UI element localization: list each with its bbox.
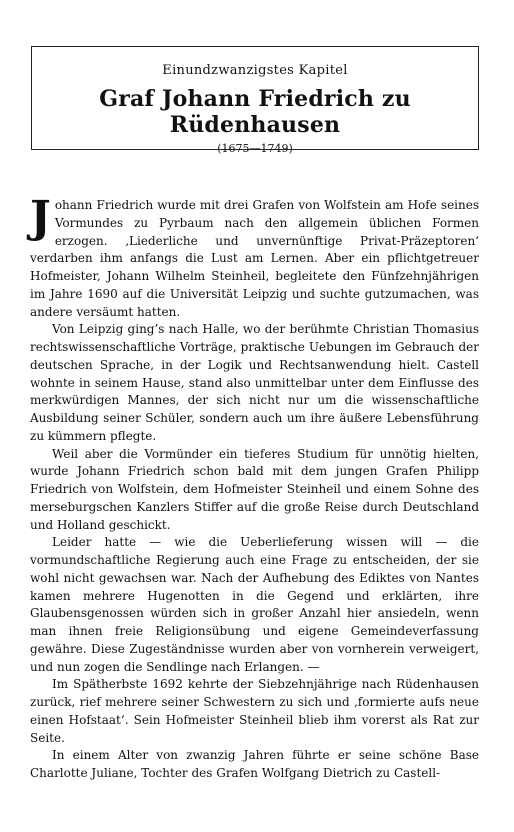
paragraph-1-text: ohann Friedrich wurde mit drei Grafen von Wolfstein am Hofe seines Vormundes zu Pyrbaum nach den allgemein üblichen Formen erzogen. ‚Liederliche und unvernünftige Privat-Präzeptoren‘ verdarben ihm anfangs die Lust am Lernen. Aber ein pflichtgetreuer Hofmeister, Johann Wilhelm Steinheil, begleitete den Fünfzehnjährigen im Jahre 1690 auf die Universität Leipzig und suchte gutzumachen, was andere versäumt hatten. (30, 198, 479, 319)
paragraph-6: In einem Alter von zwanzig Jahren führte er seine schöne Base Charlotte Juliane, Tochter des Grafen Wolfgang Dietrich zu Castell- (30, 748, 479, 780)
chapter-label: Einundzwanzigstes Kapitel (162, 63, 348, 78)
paragraph-4: Leider hatte — wie die Ueberlieferung wissen will — die vormundschaftliche Regierung auch eine Frage zu entscheiden, der sie wohl nicht gewachsen war. Nach der Aufhebung des Ediktes von Nantes kamen mehrere Hugenotten in die Gegend und erklärten, ihre Glaubensgenossen würden sich in großer Anzahl hier ansiedeln, wenn man ihnen freie Religionsübung und eigene Gemeindeverfassung gewähre. Diese Zugeständnisse wurden aber von vornherein verweigert, und nun zogen die Sendlinge nach Erlangen. — (30, 535, 479, 674)
body-text (30, 192, 479, 783)
chapter-years: (1675—1749) (217, 142, 293, 155)
paragraph-3: Weil aber die Vormünder ein tieferes Studium für unnötig hielten, wurde Johann Friedrich schon bald mit dem jungen Grafen Philipp Friedrich von Wolfstein, dem Hofmeister Steinheil und einem Sohne des merseburgschen Kanzlers Stiffer auf die große Reise durch Deutschland und Holland geschickt. (30, 446, 479, 532)
drop-cap: J (30, 192, 51, 243)
chapter-title: Graf Johann Friedrich zu Rüdenhausen (99, 86, 411, 138)
chapter-header-box (31, 46, 479, 155)
paragraph-5: Im Spätherbste 1692 kehrte der Siebzehnjährige nach Rüdenhausen zurück, rief mehrere seiner Schwestern zu sich und ‚formierte aufs neue einen Hofstaat‘. Sein Hofmeister Steinheil blieb ihm vorerst als Rat zur Seite. (30, 677, 479, 745)
paragraph-2: Von Leipzig ging’s nach Halle, wo der berühmte Christian Thomasius rechtswissenschaftliche Vorträge, praktische Uebungen im Gebrauch der deutschen Sprache, in der Logik und Rechtsanwendung hielt. Castell wohnte in seinem Hause, stand also unmittelbar unter dem Einflusse des merkwürdigen Mannes, der sich nicht nur um die wissenschaftliche Ausbildung seiner Schüler, sondern auch um ihre äußere Lebensführung zu kümmern pflegte. (30, 322, 479, 443)
paragraph-1 (30, 192, 479, 321)
